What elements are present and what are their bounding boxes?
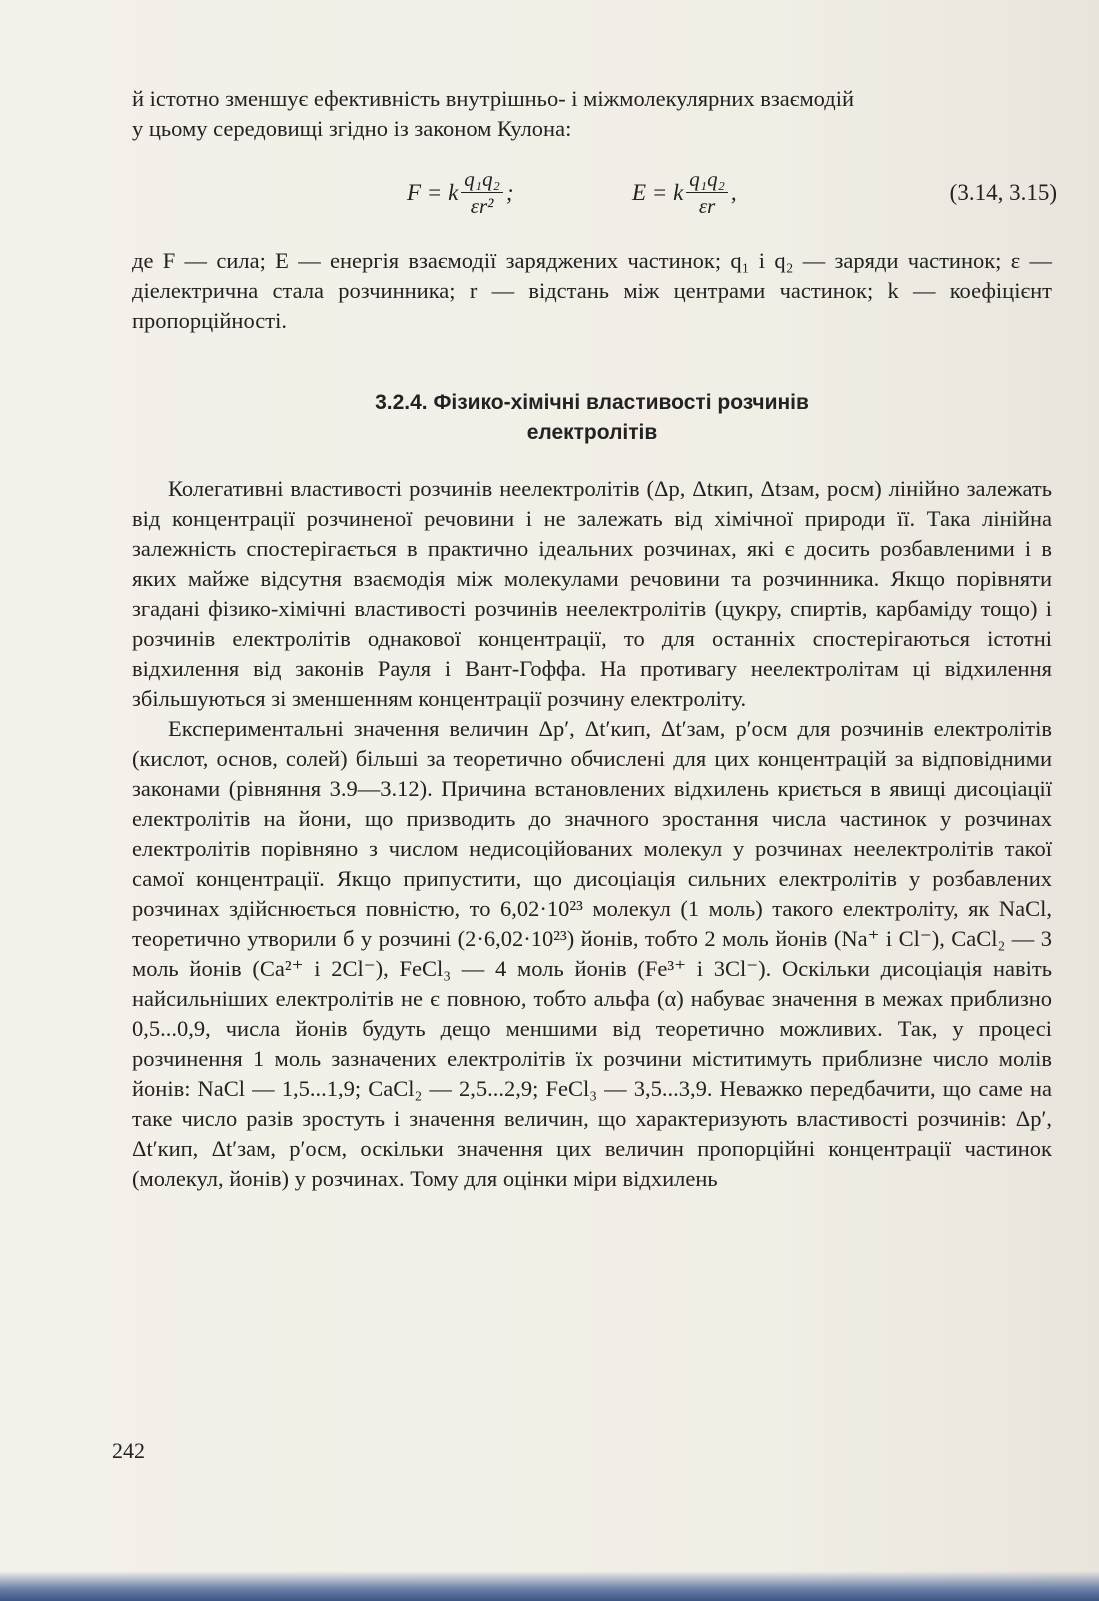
coulomb-formulas bbox=[132, 166, 1057, 236]
heading-line-2: електролітів bbox=[526, 421, 658, 444]
force-formula bbox=[407, 166, 514, 219]
section-heading bbox=[132, 388, 1052, 448]
force-separator: ; bbox=[505, 179, 514, 205]
force-lhs: F = k bbox=[407, 179, 459, 205]
energy-lhs: E = k bbox=[632, 179, 684, 205]
force-fraction bbox=[461, 166, 503, 219]
body-text bbox=[132, 474, 1052, 1194]
scan-edge bbox=[0, 1571, 1099, 1601]
force-denominator: εr² bbox=[470, 194, 494, 218]
equation-number: (3.14, 3.15) bbox=[949, 180, 1057, 205]
page-number: 242 bbox=[112, 1438, 145, 1463]
heading-line-1: 3.2.4. Фізико-хімічні властивості розчинів bbox=[375, 391, 809, 414]
paragraph-1: Колегативні властивості розчинів неелектролітів (Δp, Δtкип, Δtзам, pосм) лінійно залежать від концентрації розчиненої речовини і не залежать від хімічної природи її. Така лінійна залежність спостерігається в практично ідеальних розчинах, які є досить розбавленими і в яких майже відсутня взаємодія між молекулами речовини та розчинника. Якщо порівняти згадані фізико-хімічні властивості розчинів неелектролітів (цукру, спиртів, карбаміду тощо) і розчинів електролітів однакової концентрації, то для останніх спостерігаються істотні відхилення від законів Рауля і Вант-Гоффа. На противагу неелектролітам ці відхилення збільшуються зі зменшенням концентрації розчину електроліту. bbox=[132, 476, 1052, 711]
intro-line-1: й істотно зменшує ефективність внутрішньо- і міжмолекулярних взаємодій bbox=[132, 86, 855, 111]
intro-text bbox=[132, 84, 1052, 144]
intro-line-2: у цьому середовищі згідно із законом Кулона: bbox=[132, 116, 572, 141]
definitions-text: де F — сила; E — енергія взаємодії заряджених частинок; q₁ і q₂ — заряди частинок; ε — діелектрична стала розчинника; r — відстань між центрами частинок; k — коефіцієнт пропорційності. bbox=[132, 248, 1052, 333]
definitions-block bbox=[132, 246, 1052, 336]
paragraph-2: Експериментальні значення величин Δp′, Δt′кип, Δt′зам, p′осм для розчинів електролітів (кислот, основ, солей) більші за теоретично обчислені для цих концентрацій за відповідними законами (рівняння 3.9—3.12). Причина встановлених відхилень криється в явищі дисоціації електролітів на йони, що призводить до значного зростання числа частинок у розчинах електролітів порівняно з числом недисоційованих молекул у розчинах неелектролітів такої самої концентрації. Якщо припустити, що дисоціація сильних електролітів у розбавлених розчинах здійснюється повністю, то 6,02·10²³ молекул (1 моль) такого електроліту, як NaCl, теоретично утворили б у розчині (2·6,02·10²³) йонів, тобто 2 моль йонів (Na⁺ і Cl⁻), CaCl₂ — 3 моль йонів (Ca²⁺ і 2Cl⁻), FeCl₃ — 4 моль йонів (Fe³⁺ і 3Cl⁻). Оскільки дисоціація навіть найсильніших електролітів не є повною, тобто альфа (α) набуває значення в межах приблизно 0,5...0,9, числа йонів будуть дещо меншими від теоретично можливих. Так, у процесі розчинення 1 моль зазначених електролітів їх розчини міститимуть приблизне число молів йонів: NaCl — 1,5...1,9; CaCl₂ — 2,5...2,9; FeCl₃ — 3,5...3,9. Неважко передбачити, що саме на таке число разів зростуть і значення величин, що характеризують властивості розчинів: Δp′, Δt′кип, Δt′зам, p′осм, оскільки значення цих величин пропорційні концентрації частинок (молекул, йонів) у розчинах. Тому для оцінки міри відхилень bbox=[132, 716, 1052, 1191]
energy-fraction bbox=[686, 166, 728, 219]
energy-numerator: q₁q₂ bbox=[686, 166, 728, 193]
energy-denominator: εr bbox=[698, 194, 716, 218]
energy-separator: , bbox=[730, 179, 737, 205]
energy-formula bbox=[632, 166, 737, 219]
force-numerator: q₁q₂ bbox=[461, 166, 503, 193]
